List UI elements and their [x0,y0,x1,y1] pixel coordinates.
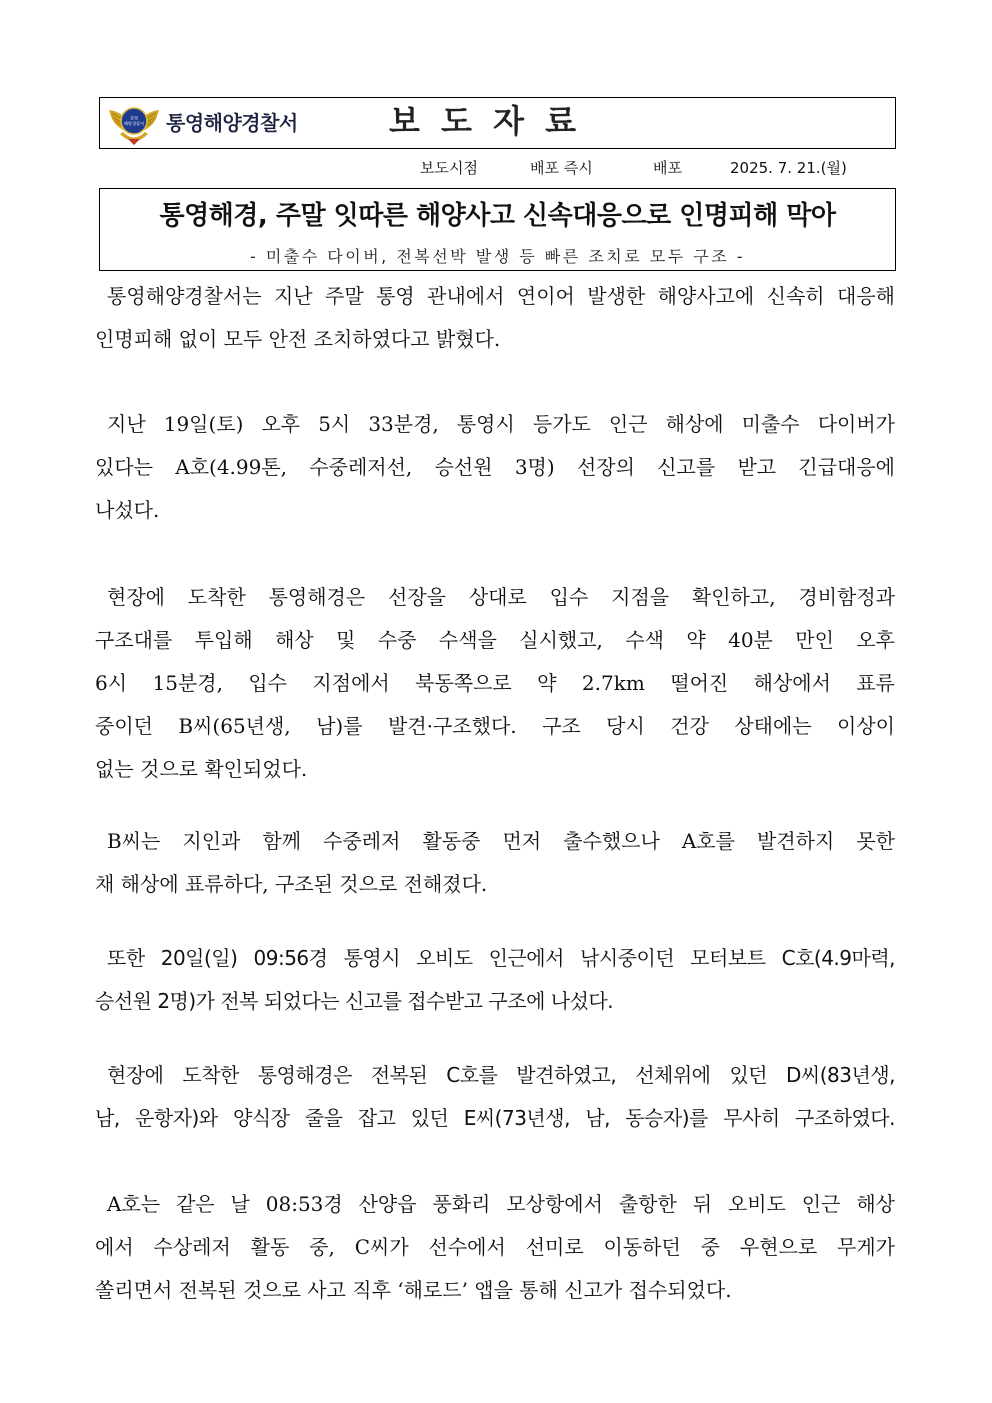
release-date-label: 배포 [653,159,682,177]
body-paragraph-7 [95,1183,895,1312]
paragraph-line: 나섰다. [95,498,160,522]
paragraph-line: A호는 같은 날 08:53경 산양읍 풍화리 모상항에서 출항한 뒤 오비도 인근 해상 [107,1192,895,1216]
paragraph-line: 채 해상에 표류하다, 구조된 것으로 전해졌다. [95,872,488,896]
paragraph-line: B씨는 지인과 함께 수중레저 활동중 먼저 출수했으나 A호를 발견하지 못한 [107,829,895,853]
paragraph-line: 있다는 A호(4.99톤, 수중레저선, 승선원 3명) 선장의 신고를 받고 긴급대응에 [95,455,895,479]
title-box [99,188,896,271]
release-date-value: 2025. 7. 21.(월) [730,159,847,177]
subheadline: - 미출수 다이버, 전복선박 발생 등 빠른 조치로 모두 구조 - [249,247,746,266]
body-paragraph-4 [95,820,895,906]
emblem-text-line-1: 통영 [129,115,139,121]
paragraph-line: 승선원 2명)가 전복 되었다는 신고를 접수받고 구조에 나섰다. [95,989,614,1013]
paragraph-line: 지난 19일(토) 오후 5시 33분경, 통영시 등가도 인근 해상에 미출수 다이버가 [107,412,895,436]
paragraph-line: 또한 20일(일) 09:56경 통영시 오비도 인근에서 낚시중이던 모터보트 C호(4.9마력, [107,946,895,970]
paragraph-line: 6시 15분경, 입수 지점에서 북동쪽으로 약 2.7km 떨어진 해상에서 표류 [95,671,895,695]
agency-name: 통영해양경찰서 [166,111,298,135]
emblem-base-mark [128,139,140,145]
paragraph-line: 인명피해 없이 모두 안전 조치하였다고 밝혔다. [95,327,501,351]
paragraph-line: 현장에 도착한 통영해경은 전복된 C호를 발견하였고, 선체위에 있던 D씨(83년생, [107,1063,895,1087]
header-box [99,97,896,149]
document-type-heading: 보 도 자 료 [389,102,582,140]
emblem-text-line-2: 해양경찰서 [123,121,145,126]
paragraph-line: 에서 수상레저 활동 중, C씨가 선수에서 선미로 이동하던 중 우현으로 무게가 [95,1235,895,1259]
body-paragraph-6 [95,1054,895,1140]
paragraph-line: 중이던 B씨(65년생, 남)를 발견·구조했다. 구조 당시 건강 상태에는 이상이 [95,714,895,738]
body-paragraph-5 [95,937,895,1023]
paragraph-line: 현장에 도착한 통영해경은 선장을 상대로 입수 지점을 확인하고, 경비함정과 [107,585,895,609]
paragraph-line: 없는 것으로 확인되었다. [95,757,308,781]
release-timing-label: 보도시점 [420,159,478,177]
paragraph-line: 남, 운항자)와 양식장 줄을 잡고 있던 E씨(73년생, 남, 동승자)를 무사히 구조하였다. [95,1106,895,1130]
coast-guard-emblem-icon [108,99,160,147]
headline: 통영해경, 주말 잇따른 해양사고 신속대응으로 인명피해 막아 [159,201,836,231]
paragraph-line: 통영해양경찰서는 지난 주말 통영 관내에서 연이어 발생한 해양사고에 신속히 대응해 [107,284,895,308]
body-paragraph-3 [95,576,895,791]
paragraph-line: 구조대를 투입해 해상 및 수중 수색을 실시했고, 수색 약 40분 만인 오후 [95,628,895,652]
body-paragraph-1 [95,275,895,361]
release-timing-value: 배포 즉시 [530,159,593,177]
body-paragraph-2 [95,403,895,532]
paragraph-line: 쏠리면서 전복된 것으로 사고 직후 ‘해로드’ 앱을 통해 신고가 접수되었다. [95,1278,732,1302]
